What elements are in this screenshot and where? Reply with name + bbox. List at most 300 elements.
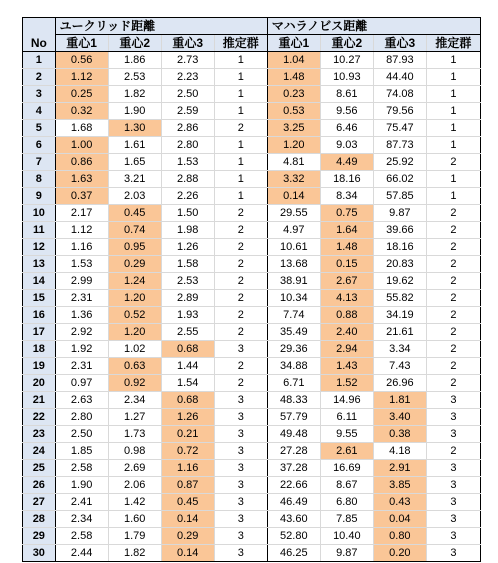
- mahal-dist-c1: 49.48: [267, 426, 320, 443]
- mahal-dist-c3: 39.66: [373, 222, 426, 239]
- euclid-group-header: ユークリッド距離: [55, 18, 267, 35]
- mahal-dist-c3: 3.85: [373, 477, 426, 494]
- mahal-dist-c3: 0.38: [373, 426, 426, 443]
- euclid-estimated-group: 2: [214, 324, 267, 341]
- euclid-estimated-group: 2: [214, 222, 267, 239]
- mahal-dist-c3: 79.56: [373, 103, 426, 120]
- euclid-dist-c2: 1.20: [108, 290, 161, 307]
- mahal-dist-c1: 10.34: [267, 290, 320, 307]
- euclid-dist-c2: 2.69: [108, 460, 161, 477]
- mahal-group-header: マハラノビス距離: [267, 18, 480, 35]
- mahal-dist-c2: 10.40: [320, 528, 373, 545]
- row-number: 6: [23, 137, 56, 154]
- euclid-estimated-group: 2: [214, 256, 267, 273]
- row-number: 2: [23, 69, 56, 86]
- euclid-dist-c3: 2.80: [161, 137, 214, 154]
- mahal-c1-header: 重心1: [267, 35, 320, 52]
- mahal-dist-c1: 48.33: [267, 392, 320, 409]
- euclid-dist-c2: 1.24: [108, 273, 161, 290]
- euclid-estimated-group: 3: [214, 477, 267, 494]
- mahal-dist-c3: 0.04: [373, 511, 426, 528]
- euclid-dist-c1: 2.31: [55, 290, 108, 307]
- mahal-estimated-group: 3: [426, 477, 480, 494]
- euclid-estimated-group: 3: [214, 409, 267, 426]
- table-row: [23, 511, 481, 528]
- euclid-dist-c1: 2.31: [55, 358, 108, 375]
- row-number: 12: [23, 239, 56, 256]
- euclid-dist-c3: 1.16: [161, 460, 214, 477]
- mahal-dist-c3: 87.93: [373, 52, 426, 69]
- table-row: [23, 392, 481, 409]
- mahal-dist-c3: 1.81: [373, 392, 426, 409]
- row-number: 9: [23, 188, 56, 205]
- euclid-estimated-group: 3: [214, 341, 267, 358]
- euclid-dist-c1: 2.63: [55, 392, 108, 409]
- euclid-dist-c3: 2.73: [161, 52, 214, 69]
- mahal-dist-c1: 13.68: [267, 256, 320, 273]
- mahal-dist-c2: 0.75: [320, 205, 373, 222]
- mahal-dist-c2: 9.03: [320, 137, 373, 154]
- mahal-estimated-group: 3: [426, 528, 480, 545]
- euclid-estimated-group: 1: [214, 52, 267, 69]
- row-number: 29: [23, 528, 56, 545]
- table-row: [23, 69, 481, 86]
- distance-table: [22, 17, 481, 562]
- mahal-estimated-group: 1: [426, 120, 480, 137]
- euclid-dist-c2: 2.06: [108, 477, 161, 494]
- mahal-dist-c1: 10.61: [267, 239, 320, 256]
- mahal-estimated-group: 3: [426, 409, 480, 426]
- euclid-dist-c1: 0.97: [55, 375, 108, 392]
- euclid-dist-c1: 0.25: [55, 86, 108, 103]
- euclid-dist-c1: 1.36: [55, 307, 108, 324]
- mahal-dist-c2: 8.61: [320, 86, 373, 103]
- mahal-dist-c2: 2.40: [320, 324, 373, 341]
- euclid-dist-c1: 2.44: [55, 545, 108, 562]
- table-row: [23, 477, 481, 494]
- mahal-estimated-group: 3: [426, 426, 480, 443]
- euclid-dist-c1: 1.00: [55, 137, 108, 154]
- euclid-dist-c2: 1.20: [108, 324, 161, 341]
- euclid-dist-c2: 1.73: [108, 426, 161, 443]
- table-row: [23, 494, 481, 511]
- euclid-dist-c3: 2.26: [161, 188, 214, 205]
- mahal-dist-c1: 57.79: [267, 409, 320, 426]
- row-number: 22: [23, 409, 56, 426]
- euclid-dist-c2: 1.79: [108, 528, 161, 545]
- euclid-dist-c1: 1.68: [55, 120, 108, 137]
- mahal-dist-c3: 44.40: [373, 69, 426, 86]
- mahal-dist-c1: 7.74: [267, 307, 320, 324]
- mahal-estimated-group: 2: [426, 375, 480, 392]
- table-row: [23, 256, 481, 273]
- table-row: [23, 426, 481, 443]
- table-row: [23, 307, 481, 324]
- euclid-dist-c2: 0.29: [108, 256, 161, 273]
- euclid-dist-c2: 2.03: [108, 188, 161, 205]
- euclid-dist-c2: 1.82: [108, 86, 161, 103]
- table-row: [23, 324, 481, 341]
- euclid-dist-c3: 0.68: [161, 392, 214, 409]
- euclid-estimated-group: 3: [214, 545, 267, 562]
- mahal-dist-c2: 6.11: [320, 409, 373, 426]
- euclid-estimated-group: 1: [214, 69, 267, 86]
- euclid-dist-c1: 0.56: [55, 52, 108, 69]
- euclid-dist-c2: 1.90: [108, 103, 161, 120]
- euclid-dist-c2: 1.27: [108, 409, 161, 426]
- row-number: 27: [23, 494, 56, 511]
- mahal-dist-c3: 3.40: [373, 409, 426, 426]
- euclid-dist-c2: 2.34: [108, 392, 161, 409]
- table-row: [23, 52, 481, 69]
- table-row: [23, 409, 481, 426]
- mahal-dist-c2: 9.87: [320, 545, 373, 562]
- euclid-dist-c2: 0.74: [108, 222, 161, 239]
- euclid-estimated-group: 2: [214, 307, 267, 324]
- mahal-dist-c1: 38.91: [267, 273, 320, 290]
- euclid-dist-c3: 2.55: [161, 324, 214, 341]
- euclid-estimated-group: 2: [214, 120, 267, 137]
- mahal-dist-c3: 0.20: [373, 545, 426, 562]
- euclid-estimated-group: 3: [214, 511, 267, 528]
- mahal-dist-c3: 9.87: [373, 205, 426, 222]
- table-row: [23, 239, 481, 256]
- mahal-dist-c1: 0.53: [267, 103, 320, 120]
- mahal-estimated-group: 2: [426, 324, 480, 341]
- euclid-dist-c1: 1.53: [55, 256, 108, 273]
- mahal-dist-c2: 8.34: [320, 188, 373, 205]
- table-row: [23, 290, 481, 307]
- mahal-estimated-group: 2: [426, 273, 480, 290]
- mahal-dist-c3: 66.02: [373, 171, 426, 188]
- row-number: 13: [23, 256, 56, 273]
- mahal-dist-c3: 19.62: [373, 273, 426, 290]
- euclid-dist-c1: 1.63: [55, 171, 108, 188]
- mahal-dist-c1: 43.60: [267, 511, 320, 528]
- euclid-dist-c3: 2.89: [161, 290, 214, 307]
- mahal-dist-c2: 2.67: [320, 273, 373, 290]
- mahal-estimated-group: 1: [426, 137, 480, 154]
- mahal-dist-c1: 37.28: [267, 460, 320, 477]
- mahal-dist-c1: 34.88: [267, 358, 320, 375]
- mahal-dist-c1: 0.23: [267, 86, 320, 103]
- row-number: 8: [23, 171, 56, 188]
- no-header: No: [23, 18, 56, 52]
- euclid-dist-c1: 0.37: [55, 188, 108, 205]
- mahal-dist-c3: 7.43: [373, 358, 426, 375]
- euclid-estimated-group: 1: [214, 154, 267, 171]
- euclid-dist-c3: 0.72: [161, 443, 214, 460]
- mahal-dist-c2: 2.61: [320, 443, 373, 460]
- euclid-dist-c3: 1.93: [161, 307, 214, 324]
- euclid-estimated-group: 1: [214, 188, 267, 205]
- euclid-estimated-group: 2: [214, 290, 267, 307]
- mahal-estimated-group: 3: [426, 511, 480, 528]
- mahal-dist-c1: 6.71: [267, 375, 320, 392]
- euclid-dist-c3: 0.45: [161, 494, 214, 511]
- table-row: [23, 358, 481, 375]
- euclid-dist-c3: 1.26: [161, 239, 214, 256]
- mahal-estimated-group: 1: [426, 69, 480, 86]
- mahal-dist-c3: 87.73: [373, 137, 426, 154]
- euclid-estimated-group: 1: [214, 137, 267, 154]
- euclid-dist-c1: 1.12: [55, 69, 108, 86]
- euclid-dist-c2: 1.02: [108, 341, 161, 358]
- euclid-dist-c2: 1.30: [108, 120, 161, 137]
- mahal-dist-c2: 14.96: [320, 392, 373, 409]
- euclid-estimated-group: 1: [214, 86, 267, 103]
- row-number: 3: [23, 86, 56, 103]
- mahal-dist-c1: 1.48: [267, 69, 320, 86]
- mahal-dist-c1: 29.55: [267, 205, 320, 222]
- table-row: [23, 545, 481, 562]
- euclid-dist-c2: 0.92: [108, 375, 161, 392]
- euclid-dist-c3: 2.88: [161, 171, 214, 188]
- euclid-estimated-group: 2: [214, 205, 267, 222]
- mahal-dist-c2: 10.27: [320, 52, 373, 69]
- mahal-dist-c1: 46.25: [267, 545, 320, 562]
- euclid-dist-c3: 2.50: [161, 86, 214, 103]
- mahal-dist-c1: 52.80: [267, 528, 320, 545]
- mahal-estimated-group: 3: [426, 494, 480, 511]
- mahal-dist-c1: 0.14: [267, 188, 320, 205]
- euclid-dist-c3: 2.53: [161, 273, 214, 290]
- mahal-dist-c2: 4.49: [320, 154, 373, 171]
- mahal-dist-c1: 3.32: [267, 171, 320, 188]
- mahal-dist-c2: 2.94: [320, 341, 373, 358]
- euclid-dist-c2: 3.21: [108, 171, 161, 188]
- euclid-dist-c1: 1.92: [55, 341, 108, 358]
- mahal-dist-c3: 55.82: [373, 290, 426, 307]
- euclid-dist-c1: 2.99: [55, 273, 108, 290]
- euclid-dist-c2: 1.60: [108, 511, 161, 528]
- row-number: 7: [23, 154, 56, 171]
- mahal-dist-c3: 26.96: [373, 375, 426, 392]
- euclid-estimated-group: 3: [214, 392, 267, 409]
- euclid-dist-c2: 0.98: [108, 443, 161, 460]
- euclid-estimated-group: 2: [214, 239, 267, 256]
- mahal-dist-c3: 25.92: [373, 154, 426, 171]
- mahal-dist-c2: 0.88: [320, 307, 373, 324]
- euclid-dist-c3: 0.21: [161, 426, 214, 443]
- mahal-dist-c2: 6.46: [320, 120, 373, 137]
- row-number: 1: [23, 52, 56, 69]
- mahal-dist-c1: 22.66: [267, 477, 320, 494]
- table-row: [23, 154, 481, 171]
- mahal-dist-c3: 2.91: [373, 460, 426, 477]
- row-number: 10: [23, 205, 56, 222]
- row-number: 4: [23, 103, 56, 120]
- table-row: [23, 528, 481, 545]
- mahal-dist-c1: 27.28: [267, 443, 320, 460]
- mahal-dist-c2: 0.15: [320, 256, 373, 273]
- table-row: [23, 120, 481, 137]
- mahal-dist-c3: 0.43: [373, 494, 426, 511]
- euclid-dist-c1: 1.12: [55, 222, 108, 239]
- table-row: [23, 205, 481, 222]
- euclid-estimated-group: 1: [214, 171, 267, 188]
- euclid-dist-c3: 0.68: [161, 341, 214, 358]
- mahal-dist-c2: 9.55: [320, 426, 373, 443]
- table-row: [23, 188, 481, 205]
- euclid-dist-c2: 1.86: [108, 52, 161, 69]
- euclid-estimated-group: 3: [214, 443, 267, 460]
- euclid-estimated-group: 1: [214, 103, 267, 120]
- euclid-dist-c3: 1.50: [161, 205, 214, 222]
- euclid-dist-c1: 2.34: [55, 511, 108, 528]
- mahal-estimated-group: 3: [426, 545, 480, 562]
- mahal-estimated-group: 2: [426, 222, 480, 239]
- mahal-dist-c3: 4.18: [373, 443, 426, 460]
- euclid-dist-c2: 0.63: [108, 358, 161, 375]
- euclid-dist-c1: 2.58: [55, 460, 108, 477]
- mahal-dist-c1: 46.49: [267, 494, 320, 511]
- mahal-c3-header: 重心3: [373, 35, 426, 52]
- euclid-dist-c3: 2.59: [161, 103, 214, 120]
- euclid-dist-c3: 1.44: [161, 358, 214, 375]
- mahal-dist-c3: 21.61: [373, 324, 426, 341]
- row-number: 15: [23, 290, 56, 307]
- euclid-c1-header: 重心1: [55, 35, 108, 52]
- mahal-dist-c3: 75.47: [373, 120, 426, 137]
- euclid-c2-header: 重心2: [108, 35, 161, 52]
- mahal-dist-c3: 18.16: [373, 239, 426, 256]
- euclid-dist-c3: 1.54: [161, 375, 214, 392]
- mahal-dist-c2: 7.85: [320, 511, 373, 528]
- row-number: 21: [23, 392, 56, 409]
- euclid-dist-c1: 0.86: [55, 154, 108, 171]
- row-number: 26: [23, 477, 56, 494]
- euclid-dist-c1: 2.50: [55, 426, 108, 443]
- euclid-dist-c2: 1.42: [108, 494, 161, 511]
- mahal-dist-c2: 1.52: [320, 375, 373, 392]
- euclid-dist-c3: 0.29: [161, 528, 214, 545]
- mahal-estimated-group: 2: [426, 341, 480, 358]
- euclid-dist-c1: 1.16: [55, 239, 108, 256]
- table-row: [23, 137, 481, 154]
- table-row: [23, 273, 481, 290]
- mahal-estimated-group: 2: [426, 239, 480, 256]
- row-number: 24: [23, 443, 56, 460]
- mahal-dist-c2: 18.16: [320, 171, 373, 188]
- mahal-estimated-group: 2: [426, 154, 480, 171]
- table-row: [23, 375, 481, 392]
- euclid-dist-c1: 1.90: [55, 477, 108, 494]
- euclid-dist-c1: 2.92: [55, 324, 108, 341]
- table-row: [23, 222, 481, 239]
- row-number: 11: [23, 222, 56, 239]
- euclid-dist-c2: 1.61: [108, 137, 161, 154]
- mahal-estimated-group: 1: [426, 86, 480, 103]
- row-number: 18: [23, 341, 56, 358]
- euclid-dist-c3: 1.58: [161, 256, 214, 273]
- euclid-dist-c1: 2.41: [55, 494, 108, 511]
- euclid-dist-c3: 1.26: [161, 409, 214, 426]
- euclid-dist-c1: 2.80: [55, 409, 108, 426]
- row-number: 17: [23, 324, 56, 341]
- mahal-group-col-header: 推定群: [426, 35, 480, 52]
- table-row: [23, 103, 481, 120]
- euclid-dist-c3: 1.98: [161, 222, 214, 239]
- euclid-c3-header: 重心3: [161, 35, 214, 52]
- euclid-estimated-group: 2: [214, 273, 267, 290]
- row-number: 28: [23, 511, 56, 528]
- euclid-estimated-group: 3: [214, 528, 267, 545]
- row-number: 5: [23, 120, 56, 137]
- mahal-dist-c2: 8.67: [320, 477, 373, 494]
- mahal-dist-c2: 6.80: [320, 494, 373, 511]
- mahal-dist-c3: 57.85: [373, 188, 426, 205]
- euclid-dist-c2: 2.53: [108, 69, 161, 86]
- mahal-estimated-group: 2: [426, 290, 480, 307]
- row-number: 23: [23, 426, 56, 443]
- euclid-dist-c3: 0.14: [161, 511, 214, 528]
- mahal-dist-c2: 10.93: [320, 69, 373, 86]
- euclid-dist-c1: 0.32: [55, 103, 108, 120]
- mahal-c2-header: 重心2: [320, 35, 373, 52]
- mahal-dist-c2: 16.69: [320, 460, 373, 477]
- mahal-estimated-group: 1: [426, 52, 480, 69]
- table-row: [23, 460, 481, 477]
- mahal-dist-c1: 4.97: [267, 222, 320, 239]
- euclid-estimated-group: 3: [214, 494, 267, 511]
- mahal-estimated-group: 2: [426, 307, 480, 324]
- euclid-group-col-header: 推定群: [214, 35, 267, 52]
- mahal-estimated-group: 2: [426, 205, 480, 222]
- mahal-dist-c1: 1.20: [267, 137, 320, 154]
- mahal-dist-c2: 1.43: [320, 358, 373, 375]
- mahal-dist-c1: 29.36: [267, 341, 320, 358]
- mahal-dist-c2: 4.13: [320, 290, 373, 307]
- mahal-dist-c2: 9.56: [320, 103, 373, 120]
- euclid-dist-c2: 1.82: [108, 545, 161, 562]
- mahal-estimated-group: 1: [426, 171, 480, 188]
- euclid-dist-c2: 0.95: [108, 239, 161, 256]
- euclid-dist-c2: 0.45: [108, 205, 161, 222]
- mahal-dist-c3: 3.34: [373, 341, 426, 358]
- mahal-estimated-group: 2: [426, 443, 480, 460]
- euclid-dist-c3: 2.86: [161, 120, 214, 137]
- euclid-dist-c3: 2.23: [161, 69, 214, 86]
- mahal-dist-c3: 0.80: [373, 528, 426, 545]
- euclid-dist-c3: 0.87: [161, 477, 214, 494]
- table-row: [23, 443, 481, 460]
- row-number: 14: [23, 273, 56, 290]
- euclid-estimated-group: 2: [214, 358, 267, 375]
- table-row: [23, 86, 481, 103]
- mahal-dist-c1: 3.25: [267, 120, 320, 137]
- euclid-estimated-group: 3: [214, 426, 267, 443]
- row-number: 25: [23, 460, 56, 477]
- mahal-estimated-group: 2: [426, 256, 480, 273]
- euclid-dist-c1: 2.17: [55, 205, 108, 222]
- table-row: [23, 171, 481, 188]
- mahal-dist-c1: 1.04: [267, 52, 320, 69]
- mahal-dist-c2: 1.64: [320, 222, 373, 239]
- row-number: 19: [23, 358, 56, 375]
- mahal-estimated-group: 1: [426, 188, 480, 205]
- mahal-dist-c2: 1.48: [320, 239, 373, 256]
- mahal-dist-c3: 34.19: [373, 307, 426, 324]
- euclid-estimated-group: 2: [214, 375, 267, 392]
- row-number: 30: [23, 545, 56, 562]
- euclid-dist-c3: 1.53: [161, 154, 214, 171]
- euclid-dist-c1: 1.85: [55, 443, 108, 460]
- mahal-dist-c3: 74.08: [373, 86, 426, 103]
- euclid-dist-c2: 1.65: [108, 154, 161, 171]
- row-number: 16: [23, 307, 56, 324]
- mahal-estimated-group: 3: [426, 460, 480, 477]
